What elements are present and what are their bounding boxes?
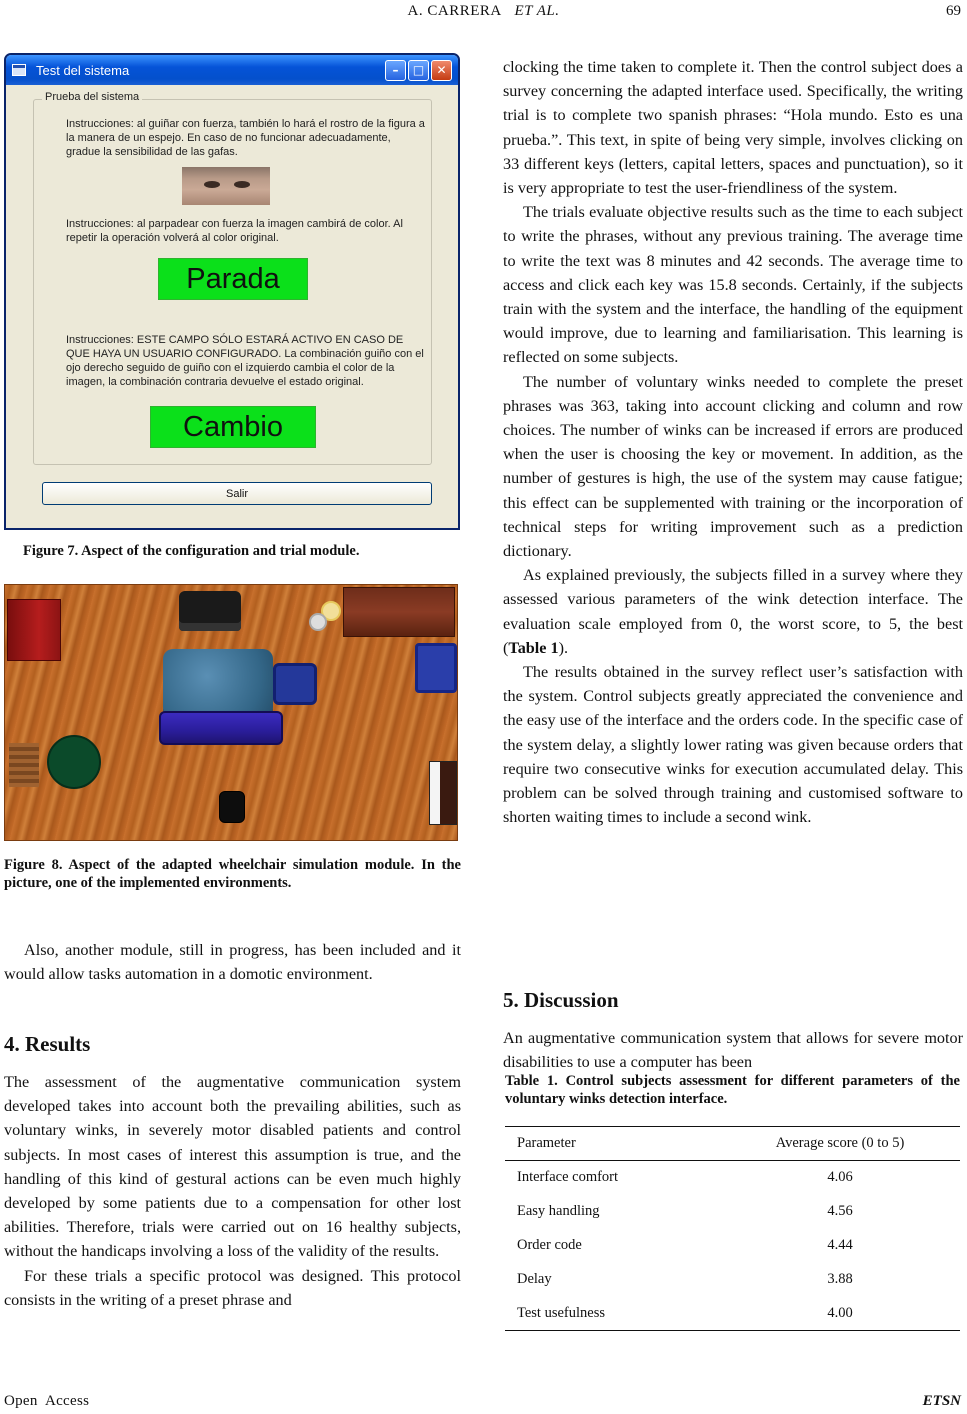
minimize-icon[interactable]: – xyxy=(385,60,406,81)
table-row xyxy=(505,1195,960,1229)
right-column-text xyxy=(503,55,963,830)
paragraph-text: Also, another module, still in progress, has been included and it would allow tasks automation in a domotic environment. xyxy=(4,941,461,984)
header-etal: ET AL. xyxy=(514,3,560,19)
running-header xyxy=(0,3,967,20)
lamp-base xyxy=(309,613,327,631)
section-heading-discussion: 5. Discussion xyxy=(503,988,619,1012)
paragraph-span: As explained previously, the subjects filled in a survey where they assessed various parameters of the wink detection interface. The evaluation scale employed from 0, the worst score, to 5, the best ( xyxy=(503,566,963,657)
paragraph-text xyxy=(503,563,963,660)
table-cell: 4.44 xyxy=(827,1237,853,1253)
footer-journal: ETSN xyxy=(922,1393,961,1409)
left-paragraphs-results xyxy=(4,1070,461,1312)
table-cell: 3.88 xyxy=(827,1271,853,1287)
table-1 xyxy=(505,1126,960,1331)
close-icon[interactable]: ✕ xyxy=(431,60,452,81)
blue-chair xyxy=(273,663,317,705)
parada-button[interactable]: Parada xyxy=(158,258,308,300)
table-header-row xyxy=(505,1127,960,1161)
window-title: Test del sistema xyxy=(36,62,130,78)
salir-button[interactable]: Salir xyxy=(42,482,432,505)
brown-sideboard xyxy=(343,587,455,637)
window-app-icon xyxy=(12,64,26,76)
red-cabinet xyxy=(7,599,61,661)
paragraph-text: The number of voluntary winks needed to complete the preset phrases was 363, taking into account clicking and column and row choices. The number of winks can be increased if errors are produced when the user is choosing the key or movement. In addition, as the number of gestures is high, the use of the system may cause fatigue; this effect can be supplemented with training or the incorporation of technical steps for writing improvement such as a prediction dictionary. xyxy=(503,372,963,561)
section-heading-results: 4. Results xyxy=(4,1032,91,1056)
paragraph-text: The assessment of the augmentative communication system developed takes into account both the prevailing abilities, such as voluntary winks, in severely motor disabled patients and control subjects. In most cases of interest this assumption is true, and the handling of this kind of gestural actions can be even much highly developed by some patients due to a compensation for other lost abilities. Therefore, trials were carried out on 16 healthy subjects, without the handicaps involving a loss of the validity of the results. xyxy=(4,1073,461,1261)
page-number: 69 xyxy=(946,3,961,19)
footer-open-access: Open Access xyxy=(4,1393,90,1409)
purple-sofa xyxy=(159,711,283,745)
table-cell: Interface comfort xyxy=(517,1169,619,1186)
paragraph-text: For these trials a specific protocol was designed. This protocol consists in the writing of a preset phrase and xyxy=(4,1266,461,1309)
blue-ottoman xyxy=(163,649,273,717)
instructions-wink: Instrucciones: al guiñar con fuerza, también lo hará el rostro de la figura a la manera de un espejo. En caso de no funcionar adecuadamente, gradue la sensibilidad de las gafas. xyxy=(66,118,425,158)
table-cell: Order code xyxy=(517,1237,582,1253)
column-header: Average score (0 to 5) xyxy=(720,1127,960,1161)
wooden-chair xyxy=(9,743,39,787)
column-header: Parameter xyxy=(505,1127,720,1161)
group-label: Prueba del sistema xyxy=(42,91,142,103)
figure-7-dialog xyxy=(4,53,460,530)
piano xyxy=(429,761,457,825)
figure-7-caption: Figure 7. Aspect of the configuration and trial module. xyxy=(23,543,360,559)
table-cell: Test usefulness xyxy=(505,1297,720,1331)
face-image xyxy=(182,167,270,205)
wheelchair xyxy=(219,791,245,823)
table-cell: 4.06 xyxy=(827,1169,853,1186)
header-author: A. CARRERA xyxy=(407,3,502,19)
table-cell: 4.00 xyxy=(720,1297,960,1331)
table-reference-link[interactable]: Table 1 xyxy=(508,638,559,657)
paragraph-text: clocking the time taken to complete it. Then the control subject does a survey concerning the adapted interface used. Specifically, the writing trial is to complete two spanish phrases: “Hola mundo. Esto es una prueba.”. This text, in spite of being very simple, involves clicking on 33 different keys (letters, capital letters, spaces and punctuation), so it is very appropriate to test the user-friendliness of the system. xyxy=(503,58,963,198)
instructions-blink: Instrucciones: al parpadear con fuerza la imagen cambirá de color. Al repetir la operación volverá al color original. xyxy=(66,218,403,244)
table-cell: 4.56 xyxy=(827,1203,853,1219)
black-armchair xyxy=(179,591,241,631)
paragraph-text: The trials evaluate objective results such as the time to each subject to write the phrases, without any previous training. The average time to write the text was 8 minutes and 42 seconds. The average time to access and click each key was 15.8 seconds. Certainly, if the subjects train with the system and the interface, the handling of the equipment would improve, due to learning and familiarisation. This learning is reflected on some subjects. xyxy=(503,203,963,367)
table-row xyxy=(505,1229,960,1263)
table-row xyxy=(505,1263,960,1297)
green-table xyxy=(47,735,101,789)
right-paragraph-discussion xyxy=(503,1026,963,1074)
window-titlebar xyxy=(6,55,458,85)
figure-8-simulation xyxy=(4,584,458,841)
blue-armchair-right xyxy=(415,643,457,693)
table-cell: Delay xyxy=(517,1271,552,1287)
paragraph-text: An augmentative communication system that allows for severe motor disabilities to use a computer has been xyxy=(503,1029,963,1072)
maximize-icon[interactable]: □ xyxy=(408,60,429,81)
table-1-caption: Table 1. Control subjects assessment for different parameters of the voluntary winks detection interface. xyxy=(505,1073,960,1107)
left-paragraph-1 xyxy=(4,938,461,986)
table-row xyxy=(505,1161,960,1195)
paragraph-span: ). xyxy=(558,638,569,657)
table-row xyxy=(505,1297,960,1331)
table-cell: Easy handling xyxy=(517,1203,600,1219)
paragraph-text: The results obtained in the survey reflect user’s satisfaction with the system. Control subjects greatly appreciated the convenience and the easy use of the interface and the orders code. In the specific case of the system delay, a slightly lower rating was given because orders that require two consecutive winks for execution accumulated delay. This problem can be solved through training and customised software to shorten waiting times to include a second wink. xyxy=(503,663,963,827)
cambio-button[interactable]: Cambio xyxy=(150,406,316,448)
figure-8-caption: Figure 8. Aspect of the adapted wheelchair simulation module. In the picture, one of the implemented environments. xyxy=(4,857,461,891)
instructions-combination: Instrucciones: ESTE CAMPO SÓLO ESTARÁ ACTIVO EN CASO DE QUE HAYA UN USUARIO CONFIGURADO. La combinación guiño con el ojo derecho seguido de guiño con el izquierdo cambia el color de la imagen, la combinación contraria devuelve el estado original. xyxy=(66,334,424,388)
